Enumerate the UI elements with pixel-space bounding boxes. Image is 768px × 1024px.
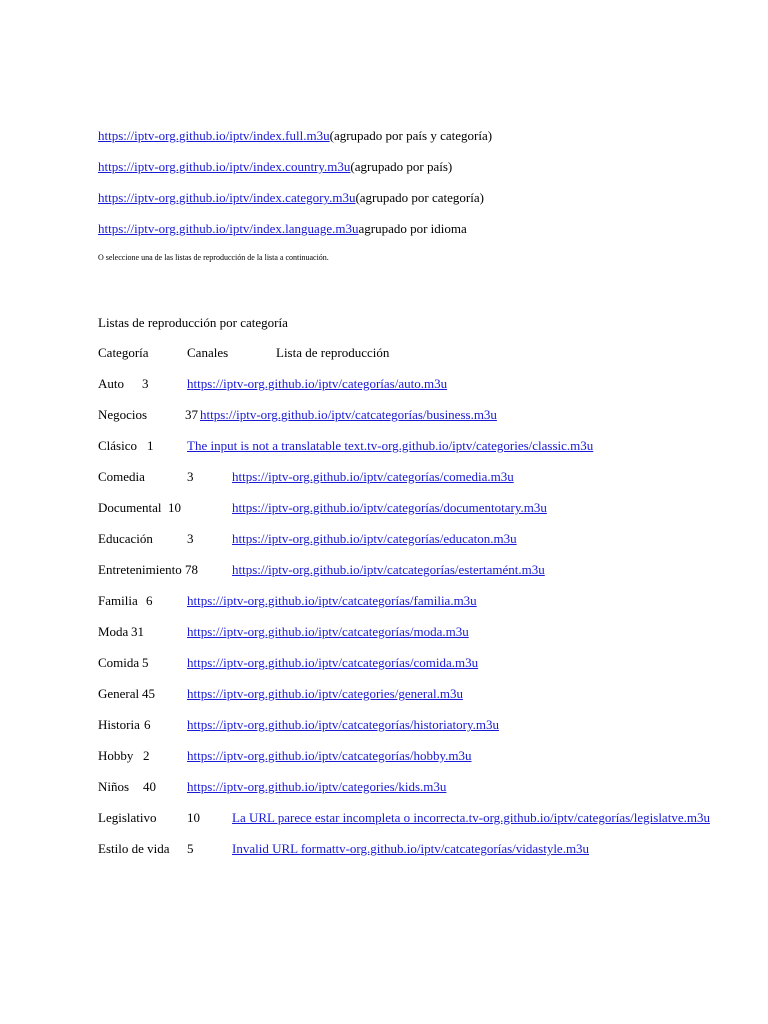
row-category: Comedia [98,469,145,484]
row-channels: 3 [187,531,194,546]
table-row [98,500,758,516]
top-link-desc: (agrupado por país y categoría) [329,128,493,143]
row-category: Negocios [98,407,148,422]
table-row [98,407,758,423]
top-link-line-category [98,190,484,206]
row-channels: 37 [185,407,198,422]
row-playlist-link[interactable]: https://iptv-org.github.io/iptv/catcategorías/business.m3u [200,407,497,422]
top-link-desc: (agrupado por país) [350,159,453,174]
header-category: Categoría [98,345,149,360]
row-channels: 31 [131,624,144,639]
top-link-full[interactable]: https://iptv-org.github.io/iptv/index.full.m3u [98,128,330,143]
row-playlist-link[interactable]: https://iptv-org.github.io/iptv/categorías/documentotary.m3u [232,500,547,515]
row-category: Familia [98,593,138,608]
row-playlist-link[interactable]: https://iptv-org.github.io/iptv/catcategorías/familia.m3u [187,593,477,608]
row-playlist-link[interactable]: https://iptv-org.github.io/iptv/categorías/educaton.m3u [232,531,517,546]
table-row [98,624,758,640]
table-row [98,686,758,702]
row-category: Moda [98,624,129,639]
row-category: Clásico [98,438,137,453]
table-row [98,655,758,671]
table-row [98,593,758,609]
row-channels: 10 [187,810,200,825]
row-playlist-link[interactable]: https://iptv-org.github.io/iptv/catcategorías/hobby.m3u [187,748,472,763]
row-category: Auto [98,376,124,391]
table-row [98,841,758,857]
row-category: Comida [98,655,140,670]
row-channels: 5 [187,841,194,856]
table-row [98,469,758,485]
row-channels: 3 [187,469,194,484]
row-channels: 1 [147,438,154,453]
table-row [98,531,758,547]
row-playlist-link[interactable]: https://iptv-org.github.io/iptv/categories/general.m3u [187,686,463,701]
row-category: Historia [98,717,140,732]
top-link-desc: (agrupado por categoría) [355,190,484,205]
row-category: Documental [98,500,162,515]
table-header [98,345,758,361]
row-channels: 6 [144,717,151,732]
top-link-desc: agrupado por idioma [358,221,467,236]
row-playlist-link[interactable]: La URL parece estar incompleta o incorrecta.tv-org.github.io/iptv/categorías/legislatve.m3u [232,810,710,825]
top-link-line-language [98,221,467,237]
top-link-line-country [98,159,452,175]
table-row [98,438,758,454]
table-row [98,717,758,733]
top-link-language[interactable]: https://iptv-org.github.io/iptv/index.language.m3u [98,221,359,236]
row-category: Niños [98,779,130,794]
row-category: Legislativo [98,810,157,825]
row-category: Hobby [98,748,134,763]
row-playlist-link[interactable]: https://iptv-org.github.io/iptv/catcategorías/comida.m3u [187,655,479,670]
row-channels: 40 [143,779,156,794]
table-row [98,376,758,392]
selection-note: O seleccione una de las listas de reproducción de la lista a continuación. [98,253,329,262]
row-category: General [98,686,140,701]
row-channels: 2 [143,748,150,763]
row-channels: 78 [185,562,198,577]
top-link-country[interactable]: https://iptv-org.github.io/iptv/index.country.m3u [98,159,351,174]
row-channels: 5 [142,655,149,670]
row-playlist-link[interactable]: https://iptv-org.github.io/iptv/catcategorías/moda.m3u [187,624,469,639]
row-category: Estilo de vida [98,841,170,856]
row-playlist-link[interactable]: https://iptv-org.github.io/iptv/categorías/comedia.m3u [232,469,514,484]
row-channels: 45 [142,686,155,701]
row-channels: 6 [146,593,153,608]
header-channels: Canales [187,345,229,360]
table-row [98,748,758,764]
row-category: Entretenimiento [98,562,182,577]
row-category: Educación [98,531,153,546]
table-row [98,562,758,578]
row-playlist-link[interactable]: https://iptv-org.github.io/iptv/catcategorías/estertamént.m3u [232,562,545,577]
top-link-line-full [98,128,492,144]
table-row [98,779,758,795]
row-playlist-link[interactable]: https://iptv-org.github.io/iptv/categorías/auto.m3u [187,376,448,391]
row-playlist-link[interactable]: Invalid URL formattv-org.github.io/iptv/catcategorías/vidastyle.m3u [232,841,590,856]
row-playlist-link[interactable]: https://iptv-org.github.io/iptv/categories/kids.m3u [187,779,447,794]
row-playlist-link[interactable]: The input is not a translatable text.tv-org.github.io/iptv/categories/classic.m3u [187,438,594,453]
table-row [98,810,758,826]
row-playlist-link[interactable]: https://iptv-org.github.io/iptv/catcategorías/historiatory.m3u [187,717,499,732]
section-title: Listas de reproducción por categoría [98,315,288,330]
row-channels: 10 [168,500,181,515]
top-link-category[interactable]: https://iptv-org.github.io/iptv/index.category.m3u [98,190,356,205]
header-playlist: Lista de reproducción [276,345,390,360]
row-channels: 3 [142,376,149,391]
